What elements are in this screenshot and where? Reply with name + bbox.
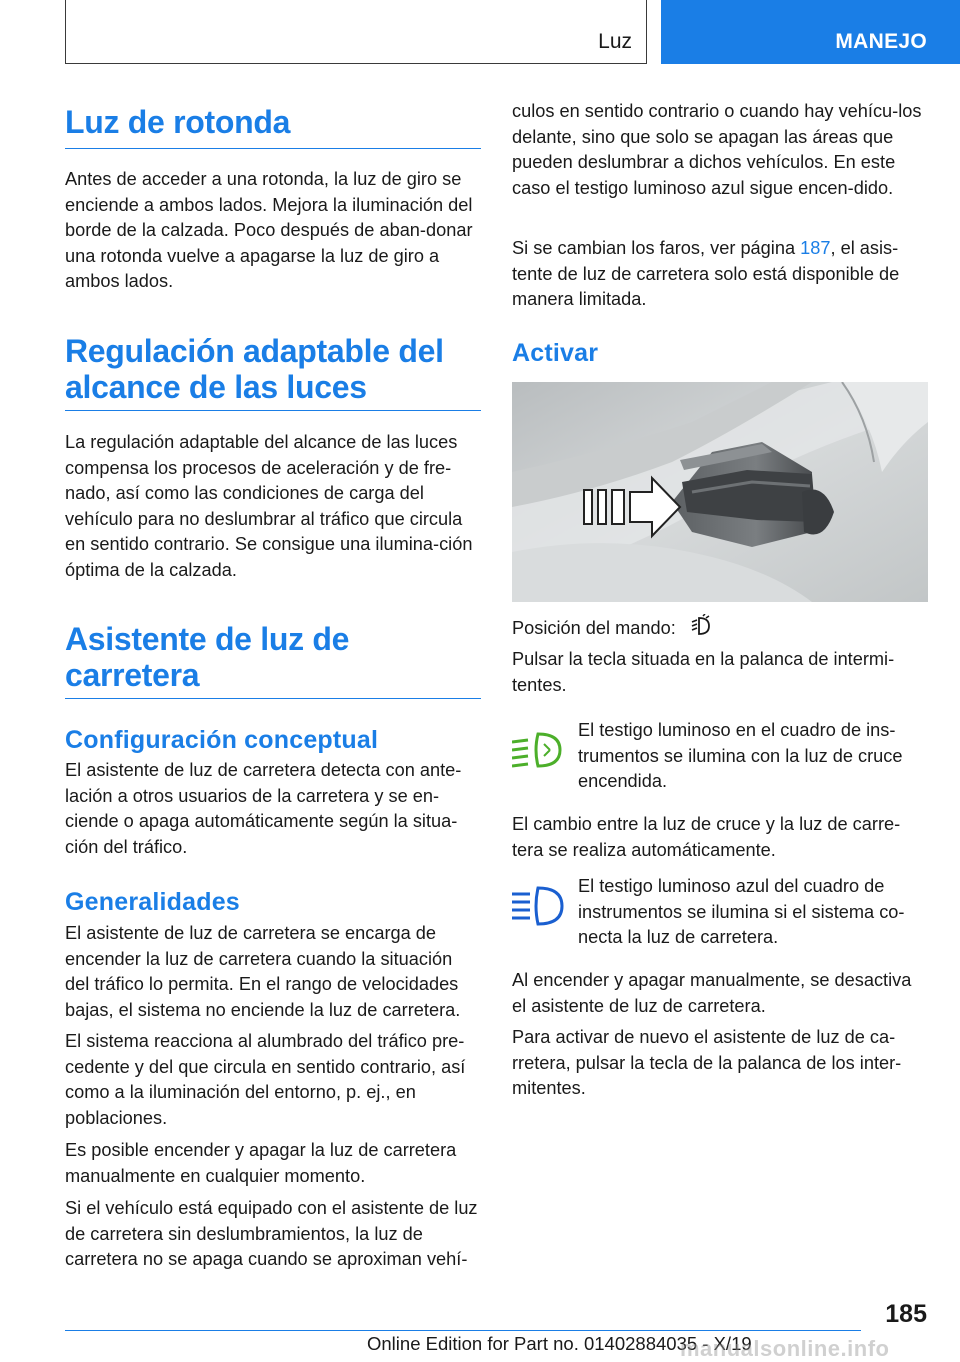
- posicion-label: Posición del mando:: [512, 618, 676, 638]
- heading-regulacion-line1: Regulación adaptable del: [65, 333, 444, 369]
- footer-rule: [65, 1330, 861, 1331]
- paragraph-faros: [512, 236, 930, 313]
- paragraph-testigo-verde: El testigo luminoso en el cuadro de ins-trumentos se ilumina con la luz de cruce encendida.: [578, 720, 903, 791]
- heading-rule: [65, 148, 481, 149]
- paragraph-luz-rotonda: Antes de acceder a una rotonda, la luz de giro se enciende a ambos lados. Mejora la iluminación del borde de la calzada. Poco después de aban-donar una rotonda vuelve a apagarse la luz de giro a ambos lados.: [65, 169, 473, 291]
- heading-regulacion-line2: alcance de las luces: [65, 369, 367, 405]
- green-low-beam-indicator-icon: [512, 728, 564, 772]
- paragraph-generalidades-1: El asistente de luz de carretera se encarga de encender la luz de carretera cuando la situación del tráfico lo permita. En el rango de velocidades bajas, el sistema no enciende la luz de carretera.: [65, 923, 461, 1020]
- footer-edition-text: Online Edition for Part no. 01402884035 - X/19: [367, 1333, 752, 1354]
- header-chapter-tab: [661, 0, 960, 64]
- paragraph-testigo-azul: El testigo luminoso azul del cuadro de instrumentos se ilumina si el sistema co-necta la luz de carretera.: [578, 876, 905, 947]
- blue-high-beam-indicator-icon: [512, 884, 564, 928]
- paragraph-posicion: [512, 614, 930, 644]
- paragraph-generalidades-4: Si el vehículo está equipado con el asistente de luz de carretera sin deslumbramientos, la luz de carretera no se apaga cuando se aproximan vehí-: [65, 1198, 478, 1269]
- subheading-generalidades: Generalidades: [65, 888, 240, 916]
- paragraph-regulacion: La regulación adaptable del alcance de las luces compensa los procesos de aceleración y de fre-nado, así como las condiciones de carga del vehículo para no deslumbrar al tráfico que circula en sentido contrario. Se consigue una ilumina-ción óptima de la calzada.: [65, 432, 473, 580]
- paragraph-generalidades-2: El sistema reacciona al alumbrado del tráfico pre-cedente y del que circula en sentido contrario, así como a la iluminación del entorno, p. ej., en poblaciones.: [65, 1031, 466, 1128]
- subheading-activar: Activar: [512, 339, 599, 367]
- watermark: manualsonline.info: [680, 1336, 890, 1361]
- faros-text-a: Si se cambian los faros, ver página: [512, 238, 801, 258]
- faros-text-b: , el asis-tente de luz de carretera solo está disponible de manera limitada.: [512, 238, 900, 309]
- paragraph-activar-nuevo: Para activar de nuevo el asistente de luz de ca-rretera, pulsar la tecla de la palanca de los inter-mitentes.: [512, 1027, 902, 1098]
- high-beam-lever-photo: [512, 382, 928, 602]
- subheading-configuracion: Configuración conceptual: [65, 726, 379, 754]
- paragraph-cambio: El cambio entre la luz de cruce y la luz de carre-tera se realiza automáticamente.: [512, 814, 901, 860]
- heading-rule: [65, 698, 481, 699]
- heading-asistente-line1: Asistente de luz de: [65, 621, 350, 657]
- paragraph-continuacion: culos en sentido contrario o cuando hay vehícu-los delante, sino que solo se apagan las áreas que pueden deslumbrar a dichos vehículos. En este caso el testigo luminoso azul sigue encen-dido.: [512, 101, 922, 198]
- header-section-title: Luz: [598, 30, 632, 53]
- paragraph-pulsar: Pulsar la tecla situada en la palanca de intermi-tentes.: [512, 649, 895, 695]
- heading-luz-rotonda: Luz de rotonda: [65, 104, 291, 140]
- high-beam-assist-symbol-icon: [689, 614, 715, 644]
- header-section-box: [65, 0, 647, 64]
- paragraph-configuracion: El asistente de luz de carretera detecta con ante-lación a otros usuarios de la carretera y se en-ciende o apaga automáticamente según la situa-ción del tráfico.: [65, 760, 462, 857]
- page-reference-link[interactable]: 187: [800, 238, 831, 258]
- page-number: 185: [885, 1300, 927, 1328]
- heading-asistente-line2: carretera: [65, 657, 200, 693]
- heading-rule: [65, 410, 481, 411]
- paragraph-generalidades-3: Es posible encender y apagar la luz de carretera manualmente en cualquier momento.: [65, 1140, 457, 1186]
- header-chapter-title: MANEJO: [835, 30, 927, 53]
- paragraph-manual: Al encender y apagar manualmente, se desactiva el asistente de luz de carretera.: [512, 970, 912, 1016]
